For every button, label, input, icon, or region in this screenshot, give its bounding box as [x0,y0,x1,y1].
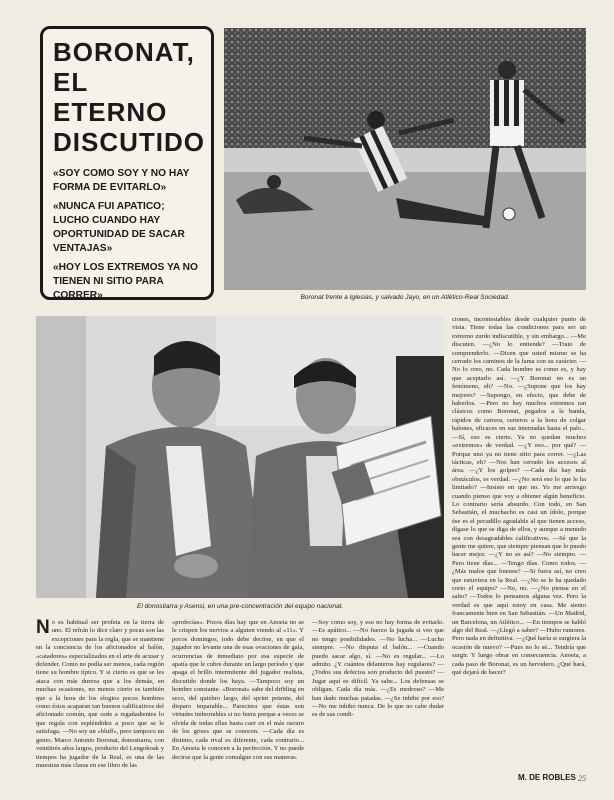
match-photo [224,28,586,290]
page-number: 25 [578,774,586,783]
middle-photo-caption: El donostiarra y Asensi, en una pre-concentración del equipo nacional. [136,603,344,610]
headline: BORONAT, EL ETERNO DISCUTIDO [53,37,205,157]
pull-quote-2: «NUNCA FUI APATICO; LUCHO CUANDO HAY OPORTUNIDAD DE SACAR VENTAJAS» [53,201,185,254]
body-column-3 [312,619,444,777]
pull-quote-1: «SOY COMO SOY Y NO HAY FORMA DE EVITARLO» [53,168,190,193]
column-3-text: —Soy como soy, y eso no hay forma de evitarlo. —Es apático... —No fuerzo la jugada si veo que no tengo posibilidades. —No lucha... —Lucho siempre. —No disputa el balón... —Cuando puedo sacar algo, sí. —No es regular... —Lo admito. ¿Y cuántos delanteros hay regulares? —¿Todos sus defectos son producto del puesto? —Jugar aquí es difícil. Ya sabe... Los defensas se obligan. Cada día más. —¿Es medroso? —Me han dado muchas patadas. —¿Se inhibe por eso? —No me inhibo nunca. De lo que no cabe dudar es de sus condi- [312,619,444,719]
top-photo-caption: Boronat frente a Iglesias, y salvado Jayo, en un Atlético-Real Sociedad. [300,294,510,301]
column-1-text: o es habitual ser profeta en la tierra de uno. El refrán lo dice claro y pocas son las excepciones para la regla, que se mantiene en la conciencia de los aficionados al balón, «catadores» especializados en el arte de acusar y defender. Como no podía ser menos, cada región tiene su hombre típico. Y si cierto es que se les ataca con más dureza que a los demás, en muchas ocasiones, no menos cierto es también que a la hora de los elogios pocos hombres como éstos acaparan tan buenos calificativos del aficionado común, que cede a regañadientes lo que regala con espléndidez a poco que se le satisfaga. —No soy un «bluff», pero tampoco un genio. Marco Antonio Boronat, donostiarra, con veintitrés años largos, producto del Lengokoak y tiempos ha jugador de la Real, es una de las muestras más claras en ese libro de las [36,619,164,769]
body-column-4 [452,316,586,768]
author-signature: M. DE ROBLES [518,773,576,782]
pull-quote-3: «HOY LOS EXTREMOS YA NO TIENEN NI SITIO PARA CORRER» [53,262,198,301]
body-column-1 [36,619,164,777]
players-photo [36,316,444,598]
drop-cap: N [36,617,50,638]
column-2-text: «profecías». Pocos días hay que en Anoeta no se le crispen los nervios a alguien viendo al «11». Y pocos domingos, todo debe decirse, en que el jugador no levante una de esas ovaciones de gala, ocurrencias de inmediato por esa especie de apatía que le cubre durante un largo período y que apaga el brillo intermitente del jugador realista, discutido donde los haya. —Tampoco soy un hombre constante. «Boronat» sabe del dribling en seco, del quiebro largo, del sprint potente, del disparo imparable... Pareciera que éstas son virtudes imborrables si no fuera porque a veces se olvida de todas ellas hasta caer en el más oscuro de los grises que se conocen. —Cada día es distinto, cada rival es diferente, cada contrario... En Anoeta le conocen a la perfección. Y no puede decirse que la gente comulgue con sus maneras. [172,619,304,761]
column-4-text: ciones, incontestables desde cualquier punto de vista. Tiene todas las condiciones para ser un extremo zurdo indiscutible, y sin embargo... —Me discuten. —¿No lo entiende? —Trato de comprenderlo. —Dicen que usted mismo se ha cerrado los caminos de la fama con su carácter. —No lo creo, no. Cada hombre es como es, y hay que aceptarlo así. —¿Y Boronat no es un fenómeno, eh? —No. —¿Supone que los hay mejores? —Supongo, en efecto, que debe de haberlos. —Pero no hay muchos extremos tan clásicos como Boronat, pegados a la banda, rápidos de carrera, certeros a la hora de colgar balones, eficaces en sus internadas hasta el palo... —Sí, eso es cierto. Ya no quedan muchos «extremos» de verdad. —¿Y eso... por qué? —Porque uno ya no tiene sitio para correr. —¿Las tácticas, eh? —Nos han cerrado los accesos al área. —¿Y los golpes? —Cada día hay más obstáculos, es verdad. —¿No será eso lo que le ha limitado? —Insisto en que no. Yo me arriesgo cuando pienso que voy a obtener algún beneficio. Lo contrario sería absurdo. Con todo, en San Sebastián, el muchacho es casi un ídolo, porque ése es el pecadillo agradable al que tienen acceso, dígase lo que se diga de ellos, y aunque a menudo sea con desagradables calificativos. —Sé que la gente me quiere, que siempre piensan que lo puedo hacer mejor. —¿Y no es así? —No siempre. —Pero tiene días... —Tengo días. Como todos. —¿Más malos que buenos? —Si fuera así, no creo que estuviera en la Real. —¿No se le ha quedado corto el equipo? —No, no. —¿No piensa en el salto? —Todos lo pensamos alguna vez. Pero la verdad es que aquí estoy en casa. Me siento francamente bien en San Sebastián. —Un Madrid, un Barcelona, un Atlético... —En tiempos se habló algo del Real. —¿Llegó a saber? —Hubo rumores. Pero nada en definitiva. —¿Qué haría si surgiera la ocasión de nuevo? —Pues no lo sé... Tendría que surgir. Y luego obrar en consecuencia. Anoeta, a cada paso de Boronat, es un hervidero. ¿Qué hará, qué dejará de hacer? [452,316,586,677]
body-column-2 [172,619,304,777]
headline-box [40,26,214,300]
